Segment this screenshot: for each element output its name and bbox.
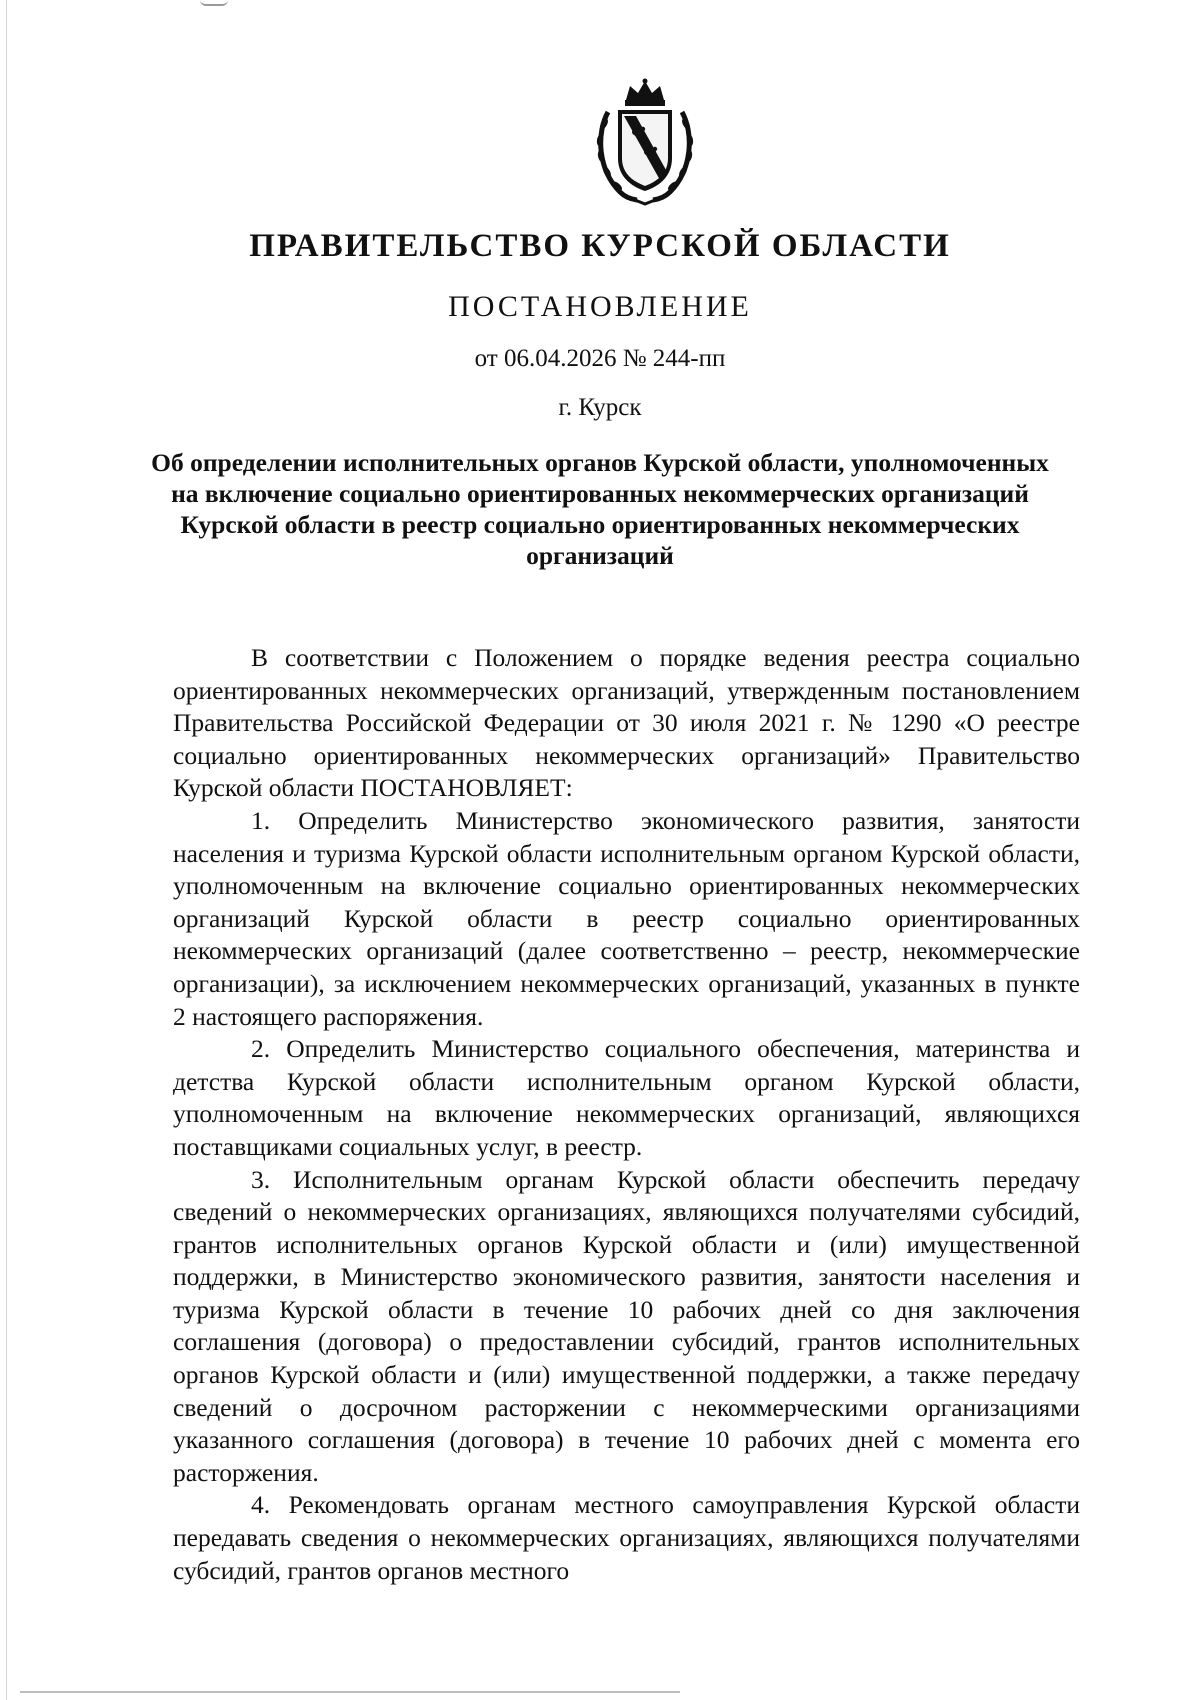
document-date-number: от 06.04.2026 № 244-пп (474, 345, 726, 372)
document-city: г. Курск (558, 394, 642, 421)
item-3-paragraph: 3. Исполнительным органам Курской области обеспечить передачу сведений о некоммерческих организациях, являющихся получателями субсидий, грантов исполнительных органов Курской области и (или) имущественной поддержки, в Министерство экономического развития, занятости населения и туризма Курской области в течение 10 рабочих дней со дня заключения соглашения (договора) о предоставлении субсидий, грантов исполнительных органов Курской области и (или) имущественной поддержки, а также передачу сведений о досрочном расторжении с некоммерческими организациями указанного соглашения (договора) в течение 10 рабочих дней с момента его расторжения. (173, 1164, 1080, 1487)
government-title: ПРАВИТЕЛЬСТВО КУРСКОЙ ОБЛАСТИ (249, 228, 951, 264)
item-1-paragraph: 1. Определить Министерство экономического развития, занятости населения и туризма Курской области исполнительным органом Курской области, уполномоченным на включение социально ориентированных некоммерческих организаций Курской области в реестр социально ориентированных некоммерческих организаций (далее соответственно – реестр, некоммерческие организации), за исключением некоммерческих организаций, указанных в пункте 2 настоящего распоряжения. (173, 805, 1080, 1031)
scan-artifact (200, 0, 228, 6)
document-body (173, 642, 1080, 1587)
kursk-coat-of-arms-icon (590, 78, 700, 206)
scan-bottom-rule (20, 1691, 680, 1693)
item-2-paragraph: 2. Определить Министерство социального обеспечения, материнства и детства Курской области исполнительным органом Курской области, уполномоченным на включение некоммерческих организаций, являющихся поставщиками социальных услуг, в реестр. (173, 1034, 1080, 1161)
item-4-paragraph: 4. Рекомендовать органам местного самоуправления Курской области передавать сведения о некоммерческих организациях, являющихся получателями субсидий, грантов органов местного (173, 1490, 1080, 1585)
preamble-paragraph: В соответствии с Положением о порядке ведения реестра социально ориентированных некоммерческих организаций, утвержденным постановлением Правительства Российской Федерации от 30 июля 2021 г. № 1290 «О реестре социально ориентированных некоммерческих организаций» Правительство Курской области ПОСТАНОВЛЯЕТ: (173, 643, 1080, 803)
document-subject: Об определении исполнительных органов Курской области, уполномоченных на включение социально ориентированных некоммерческих организаций Курской области в реестр социально ориентированных некоммерческих организаций (151, 448, 1049, 570)
document-type: ПОСТАНОВЛЕНИЕ (448, 290, 752, 323)
